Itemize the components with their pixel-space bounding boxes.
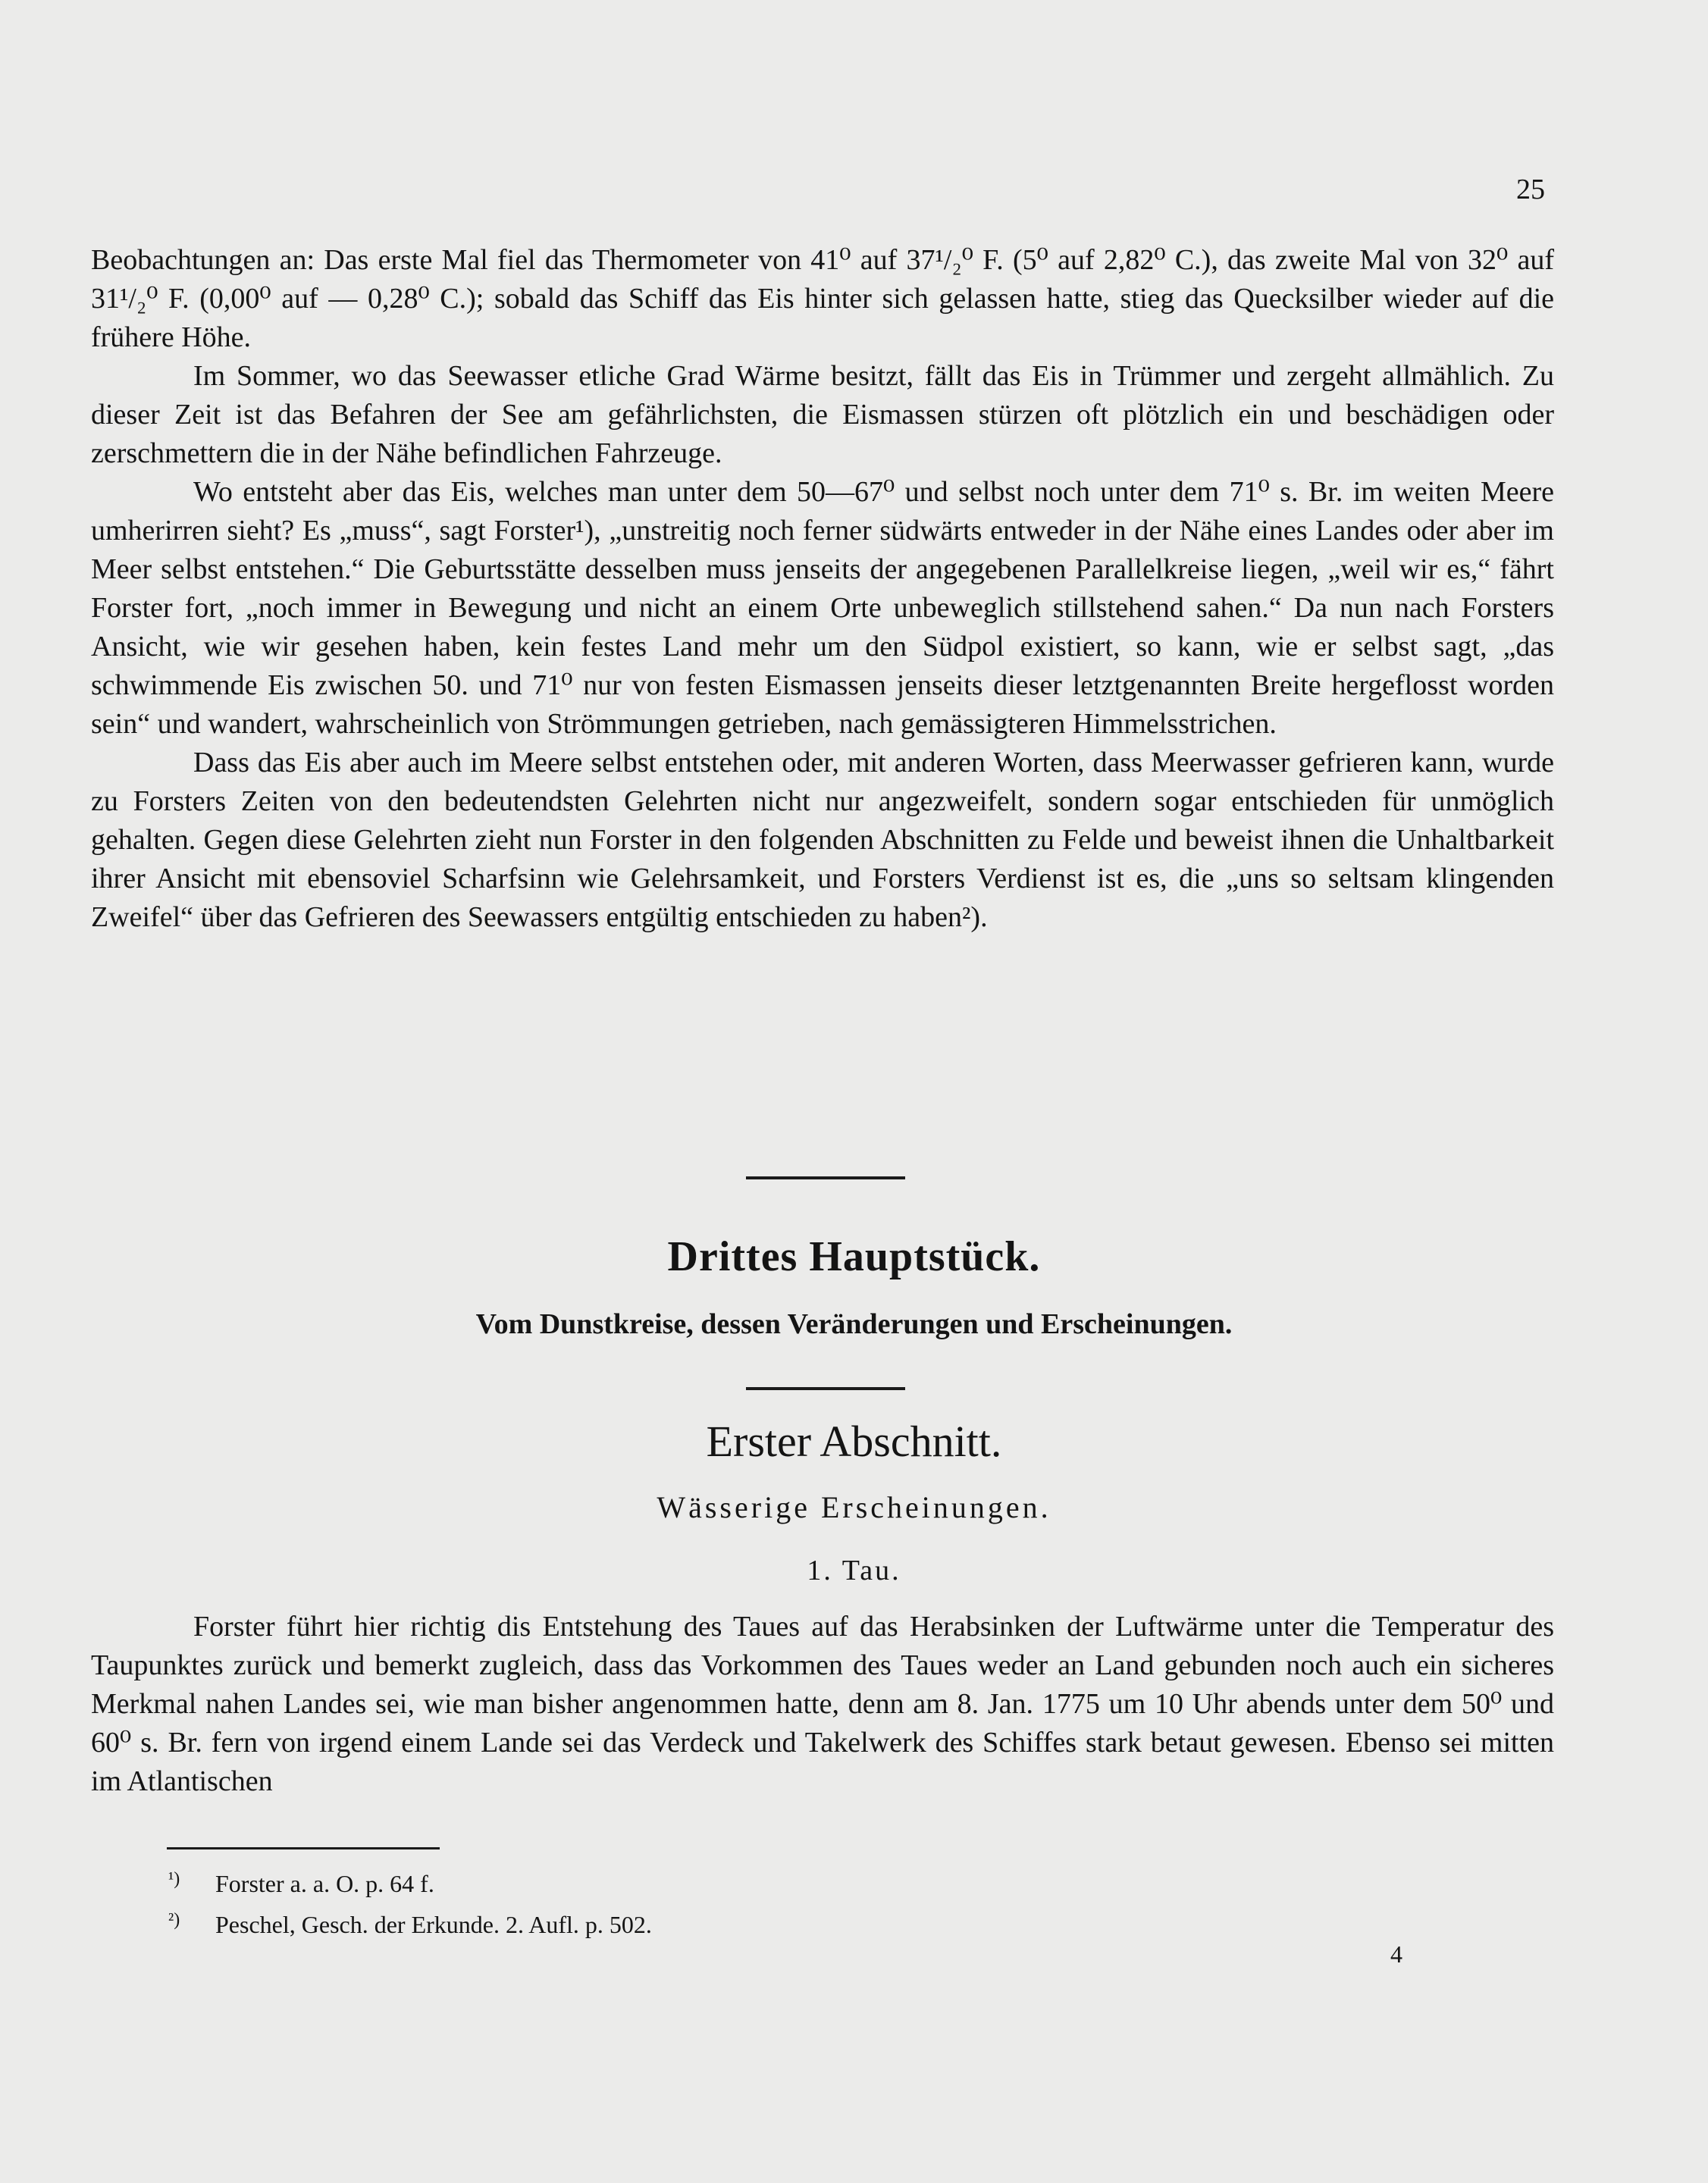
footnotes <box>168 1861 652 1943</box>
section-title: Erster Abschnitt. <box>706 1417 1002 1466</box>
divider-rule <box>746 1387 905 1390</box>
subsection-title: 1. Tau. <box>807 1555 901 1586</box>
part-subtitle: Vom Dunstkreise, dessen Veränderungen und Erscheinungen. <box>475 1308 1233 1340</box>
section-subtitle: Wässerige Erscheinungen. <box>657 1490 1051 1524</box>
paragraph: Wo entsteht aber das Eis, welches man unter dem 50—67⁰ und selbst noch unter dem 71⁰ s. Br. im weiten Meere umherirren sieht? Es „muss“, sagt Forster¹), „unstreitig noch ferner südwärts entweder in der Nähe eines Landes oder aber im Meer selbst entstehen.“ Die Geburtsstätte desselben muss jenseits der angegebenen Parallelkreise liegen, „weil wir es,“ fährt Forster fort, „noch immer in Bewegung und nicht an einem Orte unbeweglich stillstehend sahen.“ Da nun nach Forsters Ansicht, wie wir gesehen haben, kein festes Land mehr um den Südpol existiert, so kann, wie er selbst sagt, „das schwimmende Eis zwischen 50. und 71⁰ nur von festen Eismassen jenseits dieser letztgenannten Breite hergeflosst worden sein“ und wandert, wahrscheinlich von Strömmungen getrieben, nach gemässigteren Himmelsstrichen. <box>91 476 1554 740</box>
footnote-mark: ¹) <box>168 1869 180 1889</box>
paragraph: Dass das Eis aber auch im Meere selbst entstehen oder, mit anderen Worten, dass Meerwasser gefrieren kann, wurde zu Forsters Zeiten von den bedeutendsten Gelehrten nicht nur angezweifelt, sondern sogar entschieden für unmöglich gehalten. Gegen diese Gelehrten zieht nun Forster in den folgenden Abschnitten zu Felde und beweist ihnen die Unhaltbarkeit ihrer Ansicht mit ebensoviel Scharfsinn wie Gelehrsamkeit, und Forsters Verdienst ist es, die „uns so seltsam klingenden Zweifel“ über das Gefrieren des Seewassers entgültig entschieden zu haben²). <box>91 747 1554 933</box>
part-title: Drittes Hauptstück. <box>667 1233 1041 1280</box>
page-number: 25 <box>1516 174 1545 205</box>
footnote-mark: ²) <box>168 1910 180 1930</box>
paragraph: Im Sommer, wo das Seewasser etliche Grad Wärme besitzt, fällt das Eis in Trümmer und zergeht allmählich. Zu dieser Zeit ist das Befahren der See am gefährlichsten, die Eismassen stürzen oft plötzlich ein und beschädigen oder zerschmettern die in der Nähe befindlichen Fahrzeuge. <box>91 360 1554 469</box>
body-text-block <box>91 241 1554 937</box>
footnote <box>168 1902 652 1943</box>
paragraph: Beobachtungen an: Das erste Mal fiel das Thermometer von 41⁰ auf 37¹/₂⁰ F. (5⁰ auf 2,82⁰ C.), das zweite Mal von 32⁰ auf 31¹/₂⁰ F. (0,00⁰ auf — 0,28⁰ C.); sobald das Schiff das Eis hinter sich gelassen hatte, stieg das Quecksilber wieder auf die frühere Höhe. <box>91 244 1554 353</box>
signature-mark: 4 <box>1390 1940 1402 1968</box>
divider-rule <box>746 1176 905 1179</box>
footnote-text: Peschel, Gesch. der Erkunde. 2. Aufl. p. 502. <box>215 1911 652 1938</box>
footnote-text: Forster a. a. O. p. 64 f. <box>215 1870 434 1897</box>
paragraph: Forster führt hier richtig dis Entstehung des Taues auf das Herabsinken der Luftwärme unter die Temperatur des Taupunktes zurück und bemerkt zugleich, dass das Vorkommen des Taues weder an Land gebunden noch auch ein sicheres Merkmal nahen Landes sei, wie man bisher angenommen hatte, denn am 8. Jan. 1775 um 10 Uhr abends unter dem 50⁰ und 60⁰ s. Br. fern von irgend einem Lande sei das Verdeck und Takelwerk des Schiffes stark betaut gewesen. Ebenso sei mitten im Atlantischen <box>91 1611 1554 1797</box>
footnote-separator <box>167 1847 440 1849</box>
body-text-block <box>91 1608 1554 1801</box>
footnote <box>168 1861 652 1902</box>
